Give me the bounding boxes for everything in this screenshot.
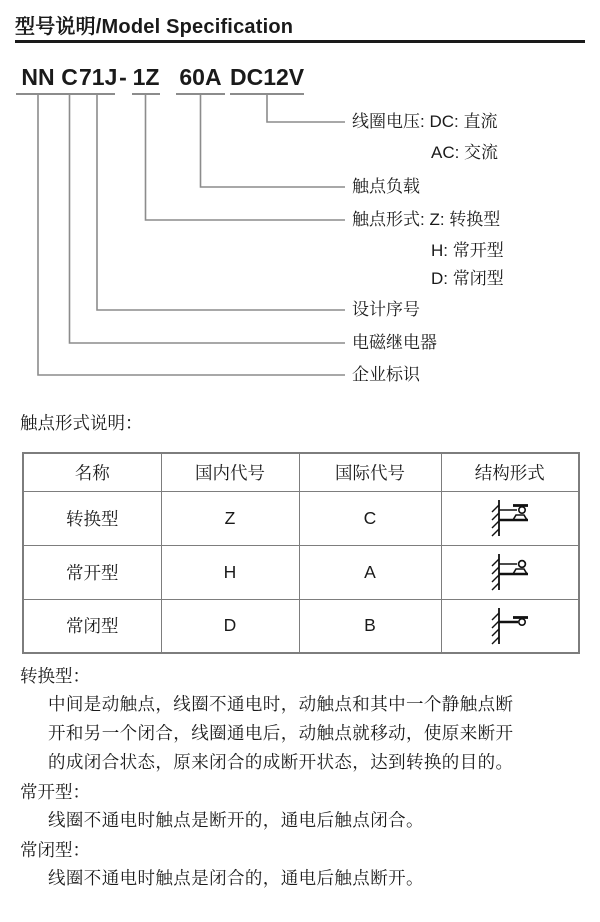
table-header-row [23,453,579,491]
label-coil-voltage: 线圈电压: DC: 直流 [352,112,498,131]
label-contact-form-z: 触点形式: Z: 转换型 [352,210,501,229]
col-header-name: 名称 [23,453,161,491]
model-segment-60a: 60A [176,64,225,95]
cell-name: 常开型 [23,545,161,599]
normally-open-contact-icon [485,551,535,593]
desc-line: 线圈不通电时触点是断开的，通电后触点闭合。 [48,810,424,830]
col-header-intl-code: 国际代号 [299,453,441,491]
page-title: 型号说明/Model Specification [15,16,294,38]
model-segment-71j: 71J [79,64,115,95]
model-segment-nn: NN [16,64,60,95]
label-design-serial: 设计序号 [352,300,420,319]
desc-line: 中间是动触点，线圈不通电时，动触点和其中一个静触点断 [48,694,514,714]
cell-symbol [441,545,579,599]
cell-domestic: Z [161,491,299,545]
label-contact-load: 触点负载 [352,177,420,196]
model-segment-1z: 1Z [132,64,160,95]
title-rule [15,40,585,43]
contact-form-caption: 触点形式说明： [20,413,143,433]
contact-form-table [22,452,580,654]
desc-heading-changeover: 转换型： [20,666,90,686]
table-row [23,599,579,653]
label-contact-form-h: H: 常开型 [431,241,504,260]
model-segment-c: C [60,64,79,95]
cell-name: 转换型 [23,491,161,545]
model-segment-dash: - [119,64,127,90]
model-segment-dc12v: DC12V [230,64,304,95]
label-enterprise-id: 企业标识 [352,365,420,384]
cell-intl: C [299,491,441,545]
table-row [23,545,579,599]
desc-line: 开和另一个闭合，线圈通电后，动触点就移动，使原来断开 [48,723,514,743]
label-electromagnetic-relay: 电磁继电器 [352,333,437,352]
cell-intl: B [299,599,441,653]
changeover-contact-icon [485,497,535,539]
normally-closed-contact-icon [485,605,535,647]
col-header-structure: 结构形式 [441,453,579,491]
cell-symbol [441,599,579,653]
desc-heading-normally-open: 常开型： [20,782,90,802]
cell-intl: A [299,545,441,599]
label-coil-voltage-ac: AC: 交流 [431,143,499,162]
desc-line: 的成闭合状态，原来闭合的成断开状态，达到转换的目的。 [48,752,514,772]
diagram-connector-lines [0,95,600,387]
desc-line: 线圈不通电时触点是闭合的，通电后触点断开。 [48,868,424,888]
table-row [23,491,579,545]
cell-domestic: H [161,545,299,599]
cell-symbol [441,491,579,545]
cell-name: 常闭型 [23,599,161,653]
label-contact-form-d: D: 常闭型 [431,269,504,288]
cell-domestic: D [161,599,299,653]
col-header-domestic-code: 国内代号 [161,453,299,491]
contact-descriptions [20,661,586,893]
desc-heading-normally-closed: 常闭型： [20,840,90,860]
